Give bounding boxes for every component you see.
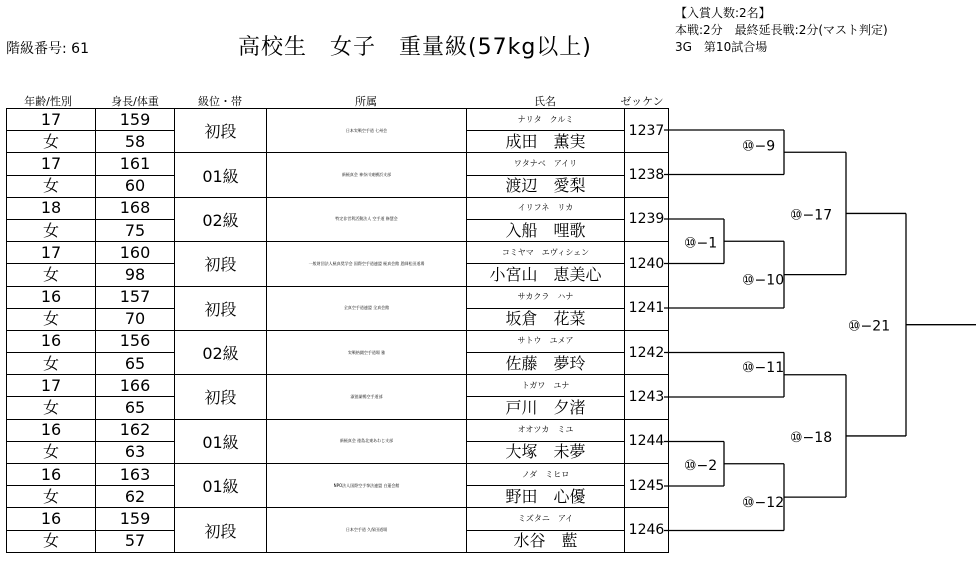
weight-cell: 65	[96, 353, 175, 375]
name-cell: 坂倉 花菜	[467, 308, 625, 330]
name-cell: 小宮山 恵美心	[467, 264, 625, 286]
weight-cell: 60	[96, 175, 175, 197]
kana-cell: オオツカ ミユ	[467, 419, 625, 441]
height-cell: 162	[96, 419, 175, 441]
header-age-sex: 年齢/性別	[24, 95, 72, 108]
name-cell: 佐藤 夢玲	[467, 353, 625, 375]
rank-cell: 初段	[175, 109, 267, 153]
sex-cell: 女	[7, 131, 96, 153]
bracket-label-r2: ⑩−12	[742, 495, 785, 512]
rank-cell: 初段	[175, 375, 267, 419]
zekken-cell: 1243	[625, 375, 669, 419]
zekken-cell: 1238	[625, 153, 669, 197]
page-title: 高校生 女子 重量級(57kg以上)	[238, 35, 592, 60]
age-cell: 17	[7, 242, 96, 264]
kana-cell: ミズタニ アイ	[467, 508, 625, 530]
kana-cell: コミヤマ エヴィシェン	[467, 242, 625, 264]
weight-cell: 70	[96, 308, 175, 330]
zekken-cell: 1240	[625, 242, 669, 286]
kana-cell: ワタナベ アイリ	[467, 153, 625, 175]
info-court: 3G 第10試合場	[675, 40, 768, 54]
club-cell: 実戦格闘空手道場 雅	[267, 330, 467, 374]
age-cell: 16	[7, 419, 96, 441]
height-cell: 156	[96, 330, 175, 352]
weight-cell: 65	[96, 397, 175, 419]
height-cell: 159	[96, 508, 175, 530]
age-cell: 17	[7, 375, 96, 397]
height-cell: 163	[96, 464, 175, 486]
class-number: 階級番号: 61	[6, 41, 89, 57]
bracket-label-r1: ⑩−2	[684, 457, 718, 474]
rank-cell: 02級	[175, 330, 267, 374]
bracket-label-final: ⑩−21	[848, 318, 891, 335]
weight-cell: 98	[96, 264, 175, 286]
name-cell: 戸川 夕渚	[467, 397, 625, 419]
age-cell: 16	[7, 508, 96, 530]
info-time: 本戦:2分 最終延長戦:2分(マスト判定)	[675, 23, 888, 37]
header-club: 所属	[355, 95, 377, 108]
sex-cell: 女	[7, 530, 96, 552]
rank-cell: 01級	[175, 419, 267, 463]
age-cell: 17	[7, 153, 96, 175]
kana-cell: イリフネ リカ	[467, 197, 625, 219]
club-cell: 淑徳巣鴨空手道部	[267, 375, 467, 419]
club-cell: 新極真会 徳島北東あわじ支部	[267, 419, 467, 463]
zekken-cell: 1237	[625, 109, 669, 153]
club-cell: NPO法人国際空手拳法連盟 白蓮会館	[267, 464, 467, 508]
kana-cell: サカクラ ハナ	[467, 286, 625, 308]
rank-cell: 初段	[175, 242, 267, 286]
bracket-label-r1: ⑩−1	[684, 235, 718, 252]
club-cell: 日本実戦空手道 七州会	[267, 109, 467, 153]
header-name: 氏名	[534, 95, 556, 108]
zekken-cell: 1239	[625, 197, 669, 241]
kana-cell: サトウ ユメア	[467, 330, 625, 352]
club-cell: 全真空手道連盟 全真会館	[267, 286, 467, 330]
bracket-label-r3: ⑩−17	[790, 207, 833, 224]
club-cell: 新極真会 神奈川東横浜支部	[267, 153, 467, 197]
bracket-label-r2: ⑩−10	[742, 272, 785, 289]
kana-cell: ナリタ クルミ	[467, 109, 625, 131]
rank-cell: 初段	[175, 508, 267, 552]
weight-cell: 75	[96, 219, 175, 241]
header-rank: 級位・帯	[198, 95, 242, 108]
height-cell: 160	[96, 242, 175, 264]
height-cell: 168	[96, 197, 175, 219]
club-cell: 特定非営利活動法人 空手道 修慧会	[267, 197, 467, 241]
rank-cell: 02級	[175, 197, 267, 241]
bracket-label-r2: ⑩−11	[742, 359, 785, 376]
name-cell: 水谷 藍	[467, 530, 625, 552]
club-cell: 一般財団法人極真奨学会 国際空手道連盟 極真会館 恩師松田道場	[267, 242, 467, 286]
name-cell: 成田 薫実	[467, 131, 625, 153]
age-cell: 16	[7, 330, 96, 352]
rank-cell: 01級	[175, 153, 267, 197]
age-cell: 18	[7, 197, 96, 219]
weight-cell: 57	[96, 530, 175, 552]
kana-cell: ノダ ミヒロ	[467, 464, 625, 486]
bracket-label-r2: ⑩−9	[742, 138, 776, 155]
age-cell: 16	[7, 464, 96, 486]
rank-cell: 初段	[175, 286, 267, 330]
zekken-cell: 1241	[625, 286, 669, 330]
header-zekken: ゼッケン	[620, 95, 664, 108]
sex-cell: 女	[7, 219, 96, 241]
age-cell: 17	[7, 109, 96, 131]
sex-cell: 女	[7, 353, 96, 375]
kana-cell: トガワ ユナ	[467, 375, 625, 397]
sex-cell: 女	[7, 397, 96, 419]
header-height-weight: 身長/体重	[111, 95, 159, 108]
name-cell: 野田 心優	[467, 486, 625, 508]
age-cell: 16	[7, 286, 96, 308]
bracket-label-r3: ⑩−18	[790, 429, 833, 446]
height-cell: 157	[96, 286, 175, 308]
name-cell: 入船 哩歌	[467, 219, 625, 241]
club-cell: 日本空手道 久保田道場	[267, 508, 467, 552]
name-cell: 大塚 未夢	[467, 441, 625, 463]
height-cell: 166	[96, 375, 175, 397]
name-cell: 渡辺 愛梨	[467, 175, 625, 197]
weight-cell: 62	[96, 486, 175, 508]
sex-cell: 女	[7, 264, 96, 286]
rank-cell: 01級	[175, 464, 267, 508]
zekken-cell: 1245	[625, 464, 669, 508]
weight-cell: 63	[96, 441, 175, 463]
weight-cell: 58	[96, 131, 175, 153]
sex-cell: 女	[7, 486, 96, 508]
zekken-cell: 1246	[625, 508, 669, 552]
sex-cell: 女	[7, 441, 96, 463]
sex-cell: 女	[7, 175, 96, 197]
height-cell: 161	[96, 153, 175, 175]
sex-cell: 女	[7, 308, 96, 330]
zekken-cell: 1244	[625, 419, 669, 463]
height-cell: 159	[96, 109, 175, 131]
zekken-cell: 1242	[625, 330, 669, 374]
info-prize: 【入賞人数:2名】	[675, 6, 771, 20]
